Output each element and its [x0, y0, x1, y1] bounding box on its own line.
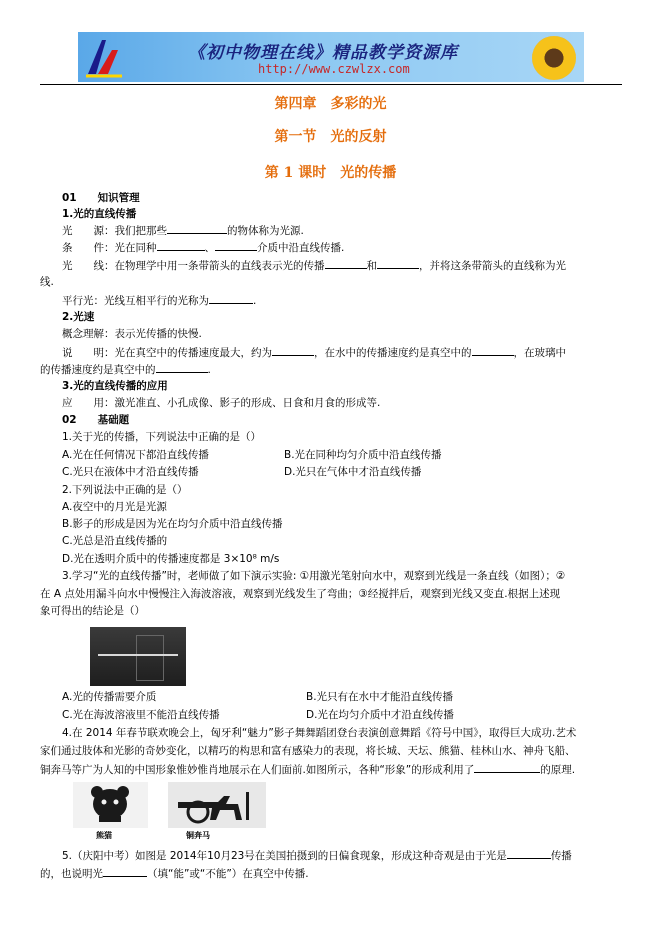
option-a[interactable]: A.光的传播需要介质 [62, 691, 157, 703]
option-a[interactable]: A.夜空中的月光是光源 [62, 501, 167, 513]
answer-blank[interactable] [156, 363, 208, 373]
question-4-line: 铜奔马等广为人知的中国形象惟妙惟肖地展示在人们面前.如图所示，各种“形象”的形成利用了 的原理. [40, 764, 576, 776]
bronze-horse-shadow-image [168, 782, 266, 828]
option-a[interactable]: A.光在任何情况下都沿直线传播 [62, 449, 209, 461]
header-divider [40, 84, 622, 85]
question-3-line: 3.学习“光的直线传播”时，老师做了如下演示实验: ①用激光笔射向水中，观察到光线是一条直线（如图）；② [62, 570, 566, 582]
knowledge-heading-3: 3.光的直线传播的应用 [62, 380, 168, 392]
knowledge-line: 应 用：激光准直、小孔成像、影子的形成、日食和月食的形成等. [62, 397, 381, 409]
basic-label: 02 基础题 [62, 414, 130, 426]
question-1: 1.关于光的传播，下列说法中正确的是（） [62, 431, 262, 443]
answer-blank[interactable] [474, 763, 540, 773]
laser-beam [98, 654, 178, 656]
knowledge-line: 概念理解：表示光传播的快慢. [62, 328, 202, 340]
answer-blank[interactable] [157, 241, 205, 251]
option-c[interactable]: C.光总是沿直线传播的 [62, 535, 168, 547]
answer-blank[interactable] [377, 259, 419, 269]
panda-shadow-image [73, 782, 148, 828]
option-b[interactable]: B.光在同种均匀介质中沿直线传播 [284, 449, 442, 461]
answer-blank[interactable] [325, 259, 367, 269]
answer-blank[interactable] [272, 346, 314, 356]
question-3-line: 在 A 点处用漏斗向水中慢慢注入海波溶液，观察到光线发生了弯曲；③经搅拌后，观察到光线又变直.根据上述现 [40, 588, 561, 600]
option-d[interactable]: D.光在透明介质中的传播速度都是 3×10⁸ m/s [62, 553, 280, 565]
header-banner [78, 32, 584, 82]
banner-title: 《初中物理在线》精品教学资源库 [188, 43, 458, 63]
option-b[interactable]: B.光只有在水中才能沿直线传播 [306, 691, 454, 703]
knowledge-line: 线. [40, 276, 54, 288]
answer-blank[interactable] [215, 241, 257, 251]
knowledge-line: 光 源：我们把那些 的物体称为光源. [62, 225, 304, 237]
answer-blank[interactable] [507, 849, 551, 859]
question-2: 2.下列说法中正确的是（） [62, 484, 188, 496]
glass-tank [136, 635, 164, 681]
answer-blank[interactable] [103, 867, 147, 877]
panda-caption: 熊猫 [96, 831, 112, 840]
knowledge-line: 光 线：在物理学中用一条带箭头的直线表示光的传播 和 ，并将这条带箭头的直线称为光 [62, 260, 566, 272]
answer-blank[interactable] [472, 346, 514, 356]
knowledge-line: 条 件：光在同种 、 介质中沿直线传播. [62, 242, 345, 254]
answer-blank[interactable] [209, 294, 253, 304]
option-c[interactable]: C.光只在液体中才沿直线传播 [62, 466, 199, 478]
knowledge-line: 平行光：光线互相平行的光称为 . [62, 295, 257, 307]
option-d[interactable]: D.光在均匀介质中才沿直线传播 [306, 709, 454, 721]
knowledge-line: 的传播速度约是真空中的 . [40, 364, 211, 376]
knowledge-heading-2: 2.光速 [62, 311, 95, 323]
sunflower-icon [532, 36, 576, 80]
bronze-horse-caption: 铜奔马 [186, 831, 210, 840]
knowledge-line: 说 明：光在真空中的传播速度最大，约为 ，在水中的传播速度约是真空中的 ，在玻璃中 [62, 347, 566, 359]
answer-blank[interactable] [167, 224, 227, 234]
knowledge-heading-1: 1.光的直线传播 [62, 208, 137, 220]
question-3-line: 象可得出的结论是（） [40, 605, 145, 617]
section-title: 第一节 光的反射 [274, 129, 387, 145]
banner-url[interactable]: http://www.czwlzx.com [258, 62, 410, 76]
knowledge-label: 01 知识管理 [62, 192, 140, 204]
question-5-line: 5.（庆阳中考）如图是 2014年10月23号在美国拍摄到的日偏食现象，形成这种奇观是由于光是 传播 [62, 850, 572, 862]
site-logo-icon [84, 36, 124, 78]
question-5-line: 的，也说明光 （填“能”或“不能”）在真空中传播. [40, 868, 309, 880]
option-c[interactable]: C.光在海波溶液里不能沿直线传播 [62, 709, 220, 721]
chapter-title: 第四章 多彩的光 [274, 96, 387, 112]
option-b[interactable]: B.影子的形成是因为光在均匀介质中沿直线传播 [62, 518, 283, 530]
question-4-line: 家们通过肢体和光影的奇妙变化，以精巧的构思和富有感染力的表现，将长城、天坛、熊猫、桂林山水、神舟飞船、 [40, 745, 576, 757]
laser-experiment-photo [90, 627, 186, 686]
question-4-line: 4.在 2014 年春节联欢晚会上，匈牙利“魅力”影子舞舞蹈团登台表演创意舞蹈《符号中国》，取得巨大成功.艺术 [62, 727, 577, 739]
option-d[interactable]: D.光只在气体中才沿直线传播 [284, 466, 422, 478]
lesson-title: 第 1 课时 光的传播 [264, 165, 397, 181]
